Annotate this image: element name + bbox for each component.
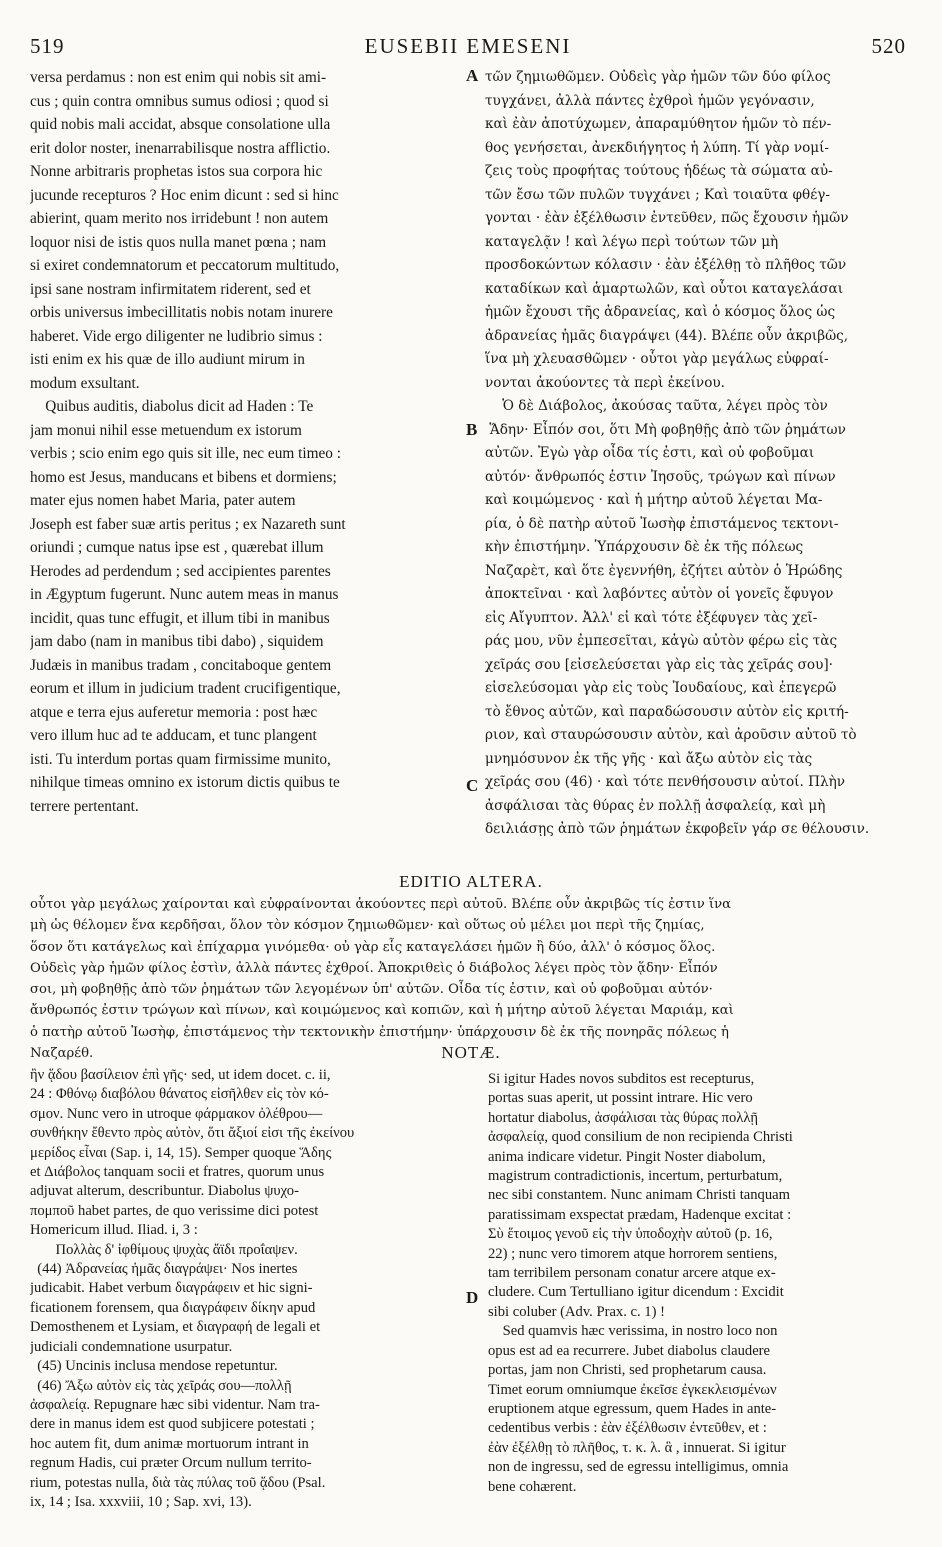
notae-heading: NOTÆ. [441, 1043, 501, 1062]
editio-altera-text: οὗτοι γὰρ μεγάλως χαίρονται καὶ εὐφραίνονται ἀκούοντες περὶ αὐτοῦ. Βλέπε οὖν ἀκριβῶς τίς ἐστιν ἵνα μὴ ὡς θέλομεν ἕνα κερδῆσαι, ὅλον τὸν κόσμον ζημιωθῶμεν· καὶ οὕτως οὐ μέλει μοι περὶ τῆς ζημίας, ὅσον ὅτι κατάγελως καὶ ἐπίχαρμα γινόμεθα· οὐ γὰρ εἷς καταγελάσει ἡμῶν ἢ δύο, ἀλλ' ὁ κόσμος ὅλος. Οὐδεὶς γὰρ ἡμῶν φίλος ἐστὶν, ἀλλὰ πάντες ἐχθροί. Ἀποκριθεὶς ὁ διάβολος λέγει πρὸς τὸν ᾅδην· Εἶπόν σοι, μὴ φοβηθῇς ἀπὸ τῶν ῥημάτων τῶν λεγομένων ὑπ' αὐτῶν. Οἶδα τίς ἐστιν, καὶ οὐ φοβοῦμαι αὐτόν· ἄνθρωπός ἐστιν τρώγων καὶ πίνων, καὶ κοιμώμενος καὶ κοπιῶν, καὶ ἡ μήτηρ αὐτοῦ λέγεται Μαριάμ, καὶ ὁ πατὴρ αὐτοῦ Ἰωσὴφ, ἐπιστάμενος τὴν τεκτονικὴν ἐπιστήμην· ὑπάρχουσιν δὲ ἐκ τῆς πονηρᾶς πόλεως ἡ Ναζαρέθ. [30, 897, 734, 1062]
margin-letter-b: B [466, 420, 478, 439]
latin-translation-column: versa perdamus : non est enim qui nobis sit ami- cus ; quin contra omnibus sumus odiosi ; quod si quid nobis mali accidat, absque consolatione ulla erit dolor noster, inenarrabilisque nostra afflictio. Nonne arbitraris prophetas istos sua corpora hic jucunde recepturos ? Hoc enim dicunt : sed si hinc abierint, quam merito nos irridebunt ! non autem loquor nisi de istis quos nulla manet pœna ; nam si exiret condemnatorum et peccatorum multitudo, ipsi sane nostram infirmitatem riderent, sed et orbis universus imbecillitatis nobis notam inurere haberet. Vide ergo diligenter ne ludibrio simus : isti enim ex his quæ de illo audiunt mirum in modum exsultant. Quibus auditis, diabolus dicit ad Haden : Te jam monui nihil esse metuendum ex istorum verbis ; scio enim ego quis sit ille, nec eum timeo : homo est Jesus, manducans et bibens et dormiens; mater ejus nomen habet Maria, pater autem Joseph est faber suæ artis peritus ; ex Nazareth sunt oriundi ; cumque natus ipse est , quærebat illum Herodes ad perdendum ; sed accipientes parentes in Ægyptum fugerunt. Nunc autem meas in manus incidit, quas tunc effugit, et illum tibi in manibus jam dabo (nam in manibus tibi dabo) , siquidem Judæis in manibus tradam , concitaboque gentem eorum et illum in judicium tradent crucifigentique, atque e terra ejus auferetur memoria : post hæc vero illum huc ad te adducam, et tunc plangent isti. Tu interdum portas quam firmissime munito, nihilque timeas omnino ex istorum dictis quibus te terrere pertentant. [30, 69, 346, 815]
margin-letter-d: D [466, 1288, 479, 1307]
page-number-right: 520 [871, 34, 906, 58]
running-title: EUSEBII EMESENI [364, 34, 572, 58]
running-header [30, 34, 906, 64]
margin-letter-c: C [466, 776, 479, 795]
greek-text-column: τῶν ζημιωθῶμεν. Οὐδεὶς γὰρ ἡμῶν τῶν δύο φίλος τυγχάνει, ἀλλὰ πάντες ἐχθροὶ ἡμῶν γεγόνασιν, καὶ ἐὰν ἀποτύχωμεν, ἀπαραμύθητον ἡμῶν τὸ πέν- θος γενήσεται, ἀνεκδιήγητος ἡ λύπη. Τί γὰρ νομί- ζεις τοὺς προφήτας τούτους ἡδέως τὰ σώματα αὐ- τῶν ἔσω τῶν πυλῶν τυγχάνει ; Καὶ τοιαῦτα φθέγ- γονται · ἐὰν ἐξέλθωσιν ἐντεῦθεν, πῶς ἔχουσιν ἡμῶν καταγελᾷν ! καὶ λέγω περὶ τούτων τῶν μὴ προσδοκώντων κόλασιν · ἐὰν ἐξέλθῃ τὸ πλῆθος τῶν καταδίκων καὶ ἁμαρτωλῶν, καὶ οὗτοι καταγελάσαι ἡμῶν ἔχουσι τῆς ἀδρανείας, καὶ ὁ κόσμος ὅλος ὡς ἀδρανείας ἡμᾶς διαγράψει (44). Βλέπε οὖν ἀκριβῶς, ἵνα μὴ χλευασθῶμεν · οὗτοι γὰρ μεγάλως εὐφραί- νονται ἀκούοντες τὰ περὶ ἐκείνου. Ὁ δὲ Διάβολος, ἀκούσας ταῦτα, λέγει πρὸς τὸν Ἅδην· Εἶπόν σοι, ὅτι Μὴ φοβηθῇς ἀπὸ τῶν ῥημάτων αὐτῶν. Ἐγὼ γὰρ οἶδα τίς ἐστι, καὶ οὐ φοβοῦμαι αὐτόν· ἄνθρωπός ἐστιν Ἰησοῦς, τρώγων καὶ πίνων καὶ κοιμώμενος · καὶ ἡ μήτηρ αὐτοῦ λέγεται Μα- ρία, ὁ δὲ πατὴρ αὐτοῦ Ἰωσὴφ ἐπιστάμενος τεκτονι- κὴν ἐπιστήμην. Ὑπάρχουσιν δὲ ἐκ τῆς πόλεως Ναζαρὲτ, καὶ ὅτε ἐγεννήθη, ἐζήτει αὐτὸν ὁ Ἡρώδης ἀποκτεῖναι · καὶ λαβόντες αὐτὸν οἱ γονεῖς ἔφυγον εἰς Αἴγυπτον. Ἀλλ' εἰ καὶ τότε ἐξέφυγεν τὰς χεῖ- ράς μου, νῦν ἐμπεσεῖται, κἀγὼ αὐτὸν φέρω εἰς τὰς χεῖράς σου [εἰσελεύσεται γὰρ εἰς τὰς χεῖράς σου]· εἰσελεύσομαι γὰρ εἰς τοὺς Ἰουδαίους, καὶ ἐπεγερῶ τὸ ἔθνος αὐτῶν, καὶ παραδώσουσιν αὐτὸν εἰς κριτή- ριον, καὶ σταυρώσουσιν αὐτὸν, καὶ ἀροῦσιν αὐτοῦ τὸ μνημόσυνον ἐκ τῆς γῆς · καὶ ἄξω αὐτὸν εἰς τὰς χεῖράς σου (46) · καὶ τότε πενθήσουσιν αὐτοί. Πλὴν ἀσφάλισαι τὰς θύρας ἐν πολλῇ ἀσφαλείᾳ, καὶ μὴ δειλιάσῃς ἀπὸ τῶν ῥημάτων ἐκφοβεῖν γάρ σε θέλουσιν. [485, 69, 870, 837]
notae-left-column: ἢν ᾅδου βασίλειον ἐπὶ γῆς· sed, ut idem docet. c. ii, 24 : Φθόνῳ διαβόλου θάνατος εἰσῆλθεν εἰς τὸν κό- σμον. Nunc vero in utroque φάρμακον ὀλέθρου— συνθήκην ἔθεντο πρὸς αὐτὸν, ὅτι ἄξιοί εἰσι τῆς ἐκείνου μερίδος εἶναι (Sap. i, 14, 15). Semper quoque Ἅδης et Διάβολος tanquam socii et fratres, quorum unus adjuvat alterum, describuntur. Diabolus ψυχο- πομποῦ habet partes, de quo verissime dici potest Homericum illud. Iliad. i, 3 : Πολλὰς δ' ἰφθίμους ψυχὰς ἄϊδι προΐαψεν. (44) Ἀδρανείας ἡμᾶς διαγράψει· Nos inertes judicabit. Habet verbum διαγράφειν et hic signi- ficationem forensem, qua διαγράφειν δίκην apud Demosthenem et Lysiam, et διαγραφή de legali et judiciali condemnatione usurpatur. (45) Uncinis inclusa mendose repetuntur. (46) Ἄξω αὐτὸν εἰς τὰς χεῖράς σου—πολλῇ ἀσφαλείᾳ. Repugnare hæc sibi videntur. Nam tra- dere in manus idem est quod subjicere potestati ; hoc autem fit, dum animæ mortuorum intrant in regnum Hadis, cui præter Orcum nullum territo- rium, potestas nulla, διὰ τὰς πύλας τοῦ ᾅδου (Psal. ix, 14 ; Isa. xxxviii, 10 ; Sap. xvi, 13). [30, 1067, 355, 1510]
page-number-left: 519 [30, 34, 65, 58]
editio-altera-heading: EDITIO ALTERA. [399, 872, 543, 891]
margin-letter-a: A [466, 66, 479, 85]
notae-right-column: Si igitur Hades novos subditos est recepturus, portas suas aperit, ut possint intrare. Hic vero hortatur diabolus, ἀσφάλισαι τὰς θύρας πολλῇ ἀσφαλείᾳ, quod consilium de non recipienda Christi anima indicare videtur. Pingit Noster diabolum, magistrum contradictionis, incertum, perturbatum, nec sibi constantem. Nunc animam Christi tanquam paratissimam exspectat prædam, Hadenque excitat : Σὺ ἕτοιμος γενοῦ εἰς τὴν ὑποδοχὴν αὐτοῦ (p. 16, 22) ; nunc vero timorem atque horrorem sentiens, tam terribilem personam conatur arcere atque ex- cludere. Cum Tertulliano igitur dicendum : Excidit sibi coluber (Adv. Prax. c. 1) ! Sed quamvis hæc verissima, in nostro loco non opus est ad ea recurrere. Jubet diabolus claudere portas, jam non Christi, sed prophetarum causa. Timet eorum omniumque ἐκεῖσε ἐγκεκλεισμένων eruptionem atque egressum, quem Hades in ante- cedentibus verbis : ἐὰν ἐξέλθωσιν ἐντεῦθεν, et : ἐὰν ἐξέλθῃ τὸ πλῆθος, τ. κ. λ. ἃ , innuerat. Si igitur non de ingressu, sed de egressu intelligimus, omnia bene cohærent. [488, 1071, 793, 1495]
